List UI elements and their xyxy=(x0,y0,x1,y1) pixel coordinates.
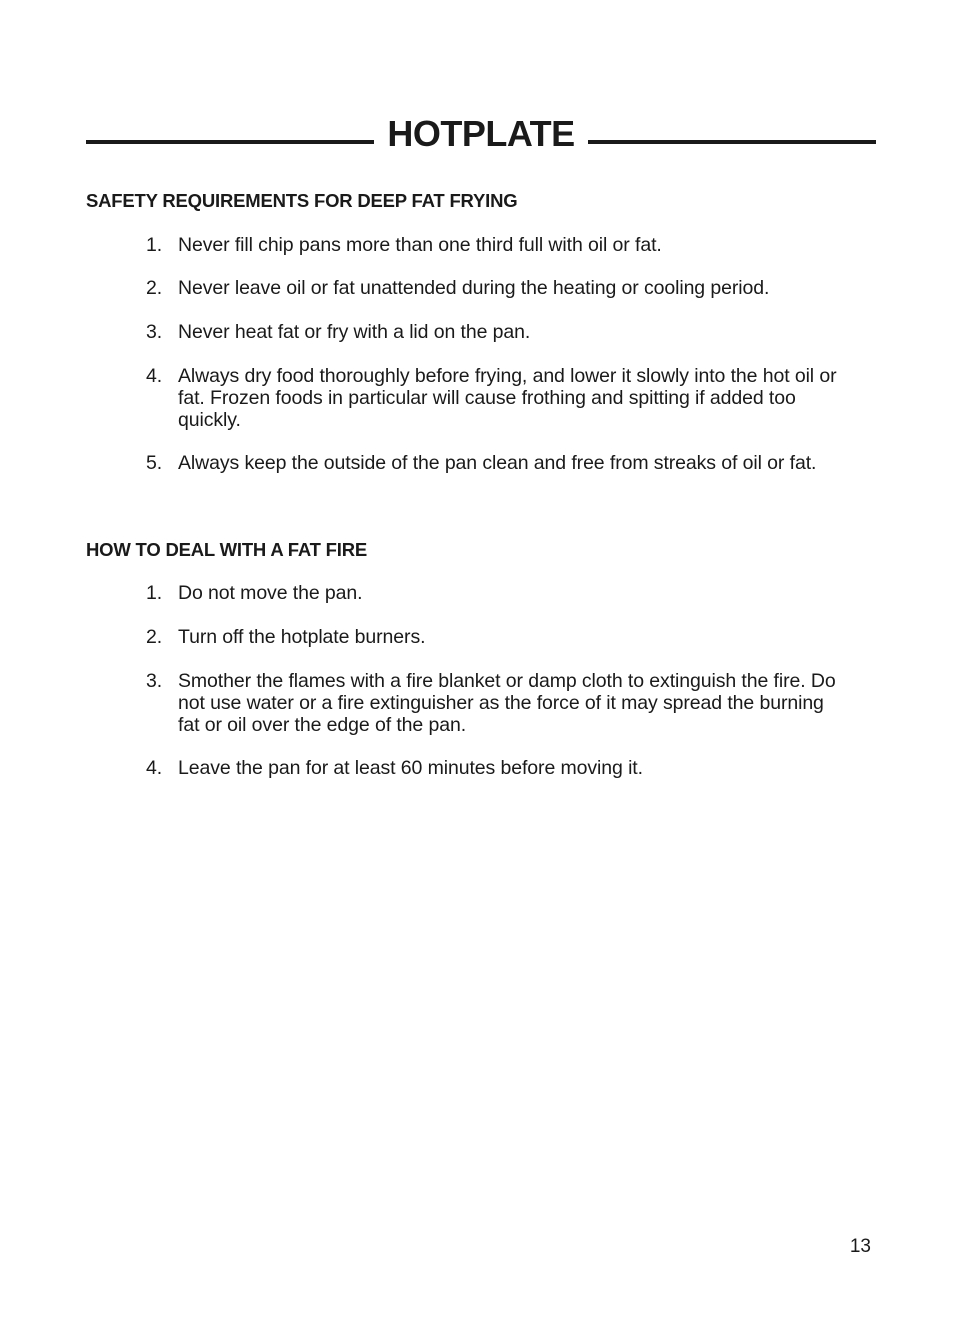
list-item-text: Always keep the outside of the pan clean and free from streaks of oil or fat. xyxy=(178,452,817,474)
list-item-text: Never leave oil or fat unattended during the heating or cooling period. xyxy=(178,277,770,299)
list-item xyxy=(146,671,846,736)
list-item-text: Always dry food thoroughly before frying, and lower it slowly into the hot oil or fat. Frozen foods in particular will cause frothing and spitting if added too quickly. xyxy=(178,365,837,431)
list-item-text: Leave the pan for at least 60 minutes before moving it. xyxy=(178,757,643,779)
list-item-number: 1. xyxy=(146,582,163,604)
list-item xyxy=(146,627,846,649)
list-item-number: 1. xyxy=(146,234,163,256)
list-item-number: 4. xyxy=(146,365,163,387)
list-item-number: 2. xyxy=(146,277,163,299)
list-item-number: 5. xyxy=(146,452,163,474)
page-title: HOTPLATE xyxy=(387,113,575,154)
section-heading-deep-fat-frying: SAFETY REQUIREMENTS FOR DEEP FAT FRYING xyxy=(86,190,518,211)
list-item-text: Never fill chip pans more than one third full with oil or fat. xyxy=(178,234,662,256)
page-number: 13 xyxy=(849,1236,871,1257)
list-item xyxy=(146,583,846,605)
list-item xyxy=(146,235,846,257)
list-item xyxy=(146,322,846,344)
list-item xyxy=(146,366,846,431)
list-item-text: Smother the flames with a fire blanket or damp cloth to extinguish the fire. Do not use water or a fire extinguisher as the force of it may spread the burning fat or oil over the edge of the pan. xyxy=(178,670,836,736)
list-item xyxy=(146,278,846,300)
list-item-number: 2. xyxy=(146,626,163,648)
list-item-number: 3. xyxy=(146,321,163,343)
list-item-text: Turn off the hotplate burners. xyxy=(178,626,426,648)
title-rule-left xyxy=(86,140,374,144)
list-item-text: Never heat fat or fry with a lid on the pan. xyxy=(178,321,531,343)
list-item-text: Do not move the pan. xyxy=(178,582,363,604)
list-item-number: 3. xyxy=(146,670,163,692)
list-item xyxy=(146,453,846,475)
list-item-number: 4. xyxy=(146,757,163,779)
section-heading-fat-fire: HOW TO DEAL WITH A FAT FIRE xyxy=(86,539,367,560)
title-row xyxy=(86,112,876,156)
list-item xyxy=(146,758,846,780)
title-rule-right xyxy=(588,140,876,144)
